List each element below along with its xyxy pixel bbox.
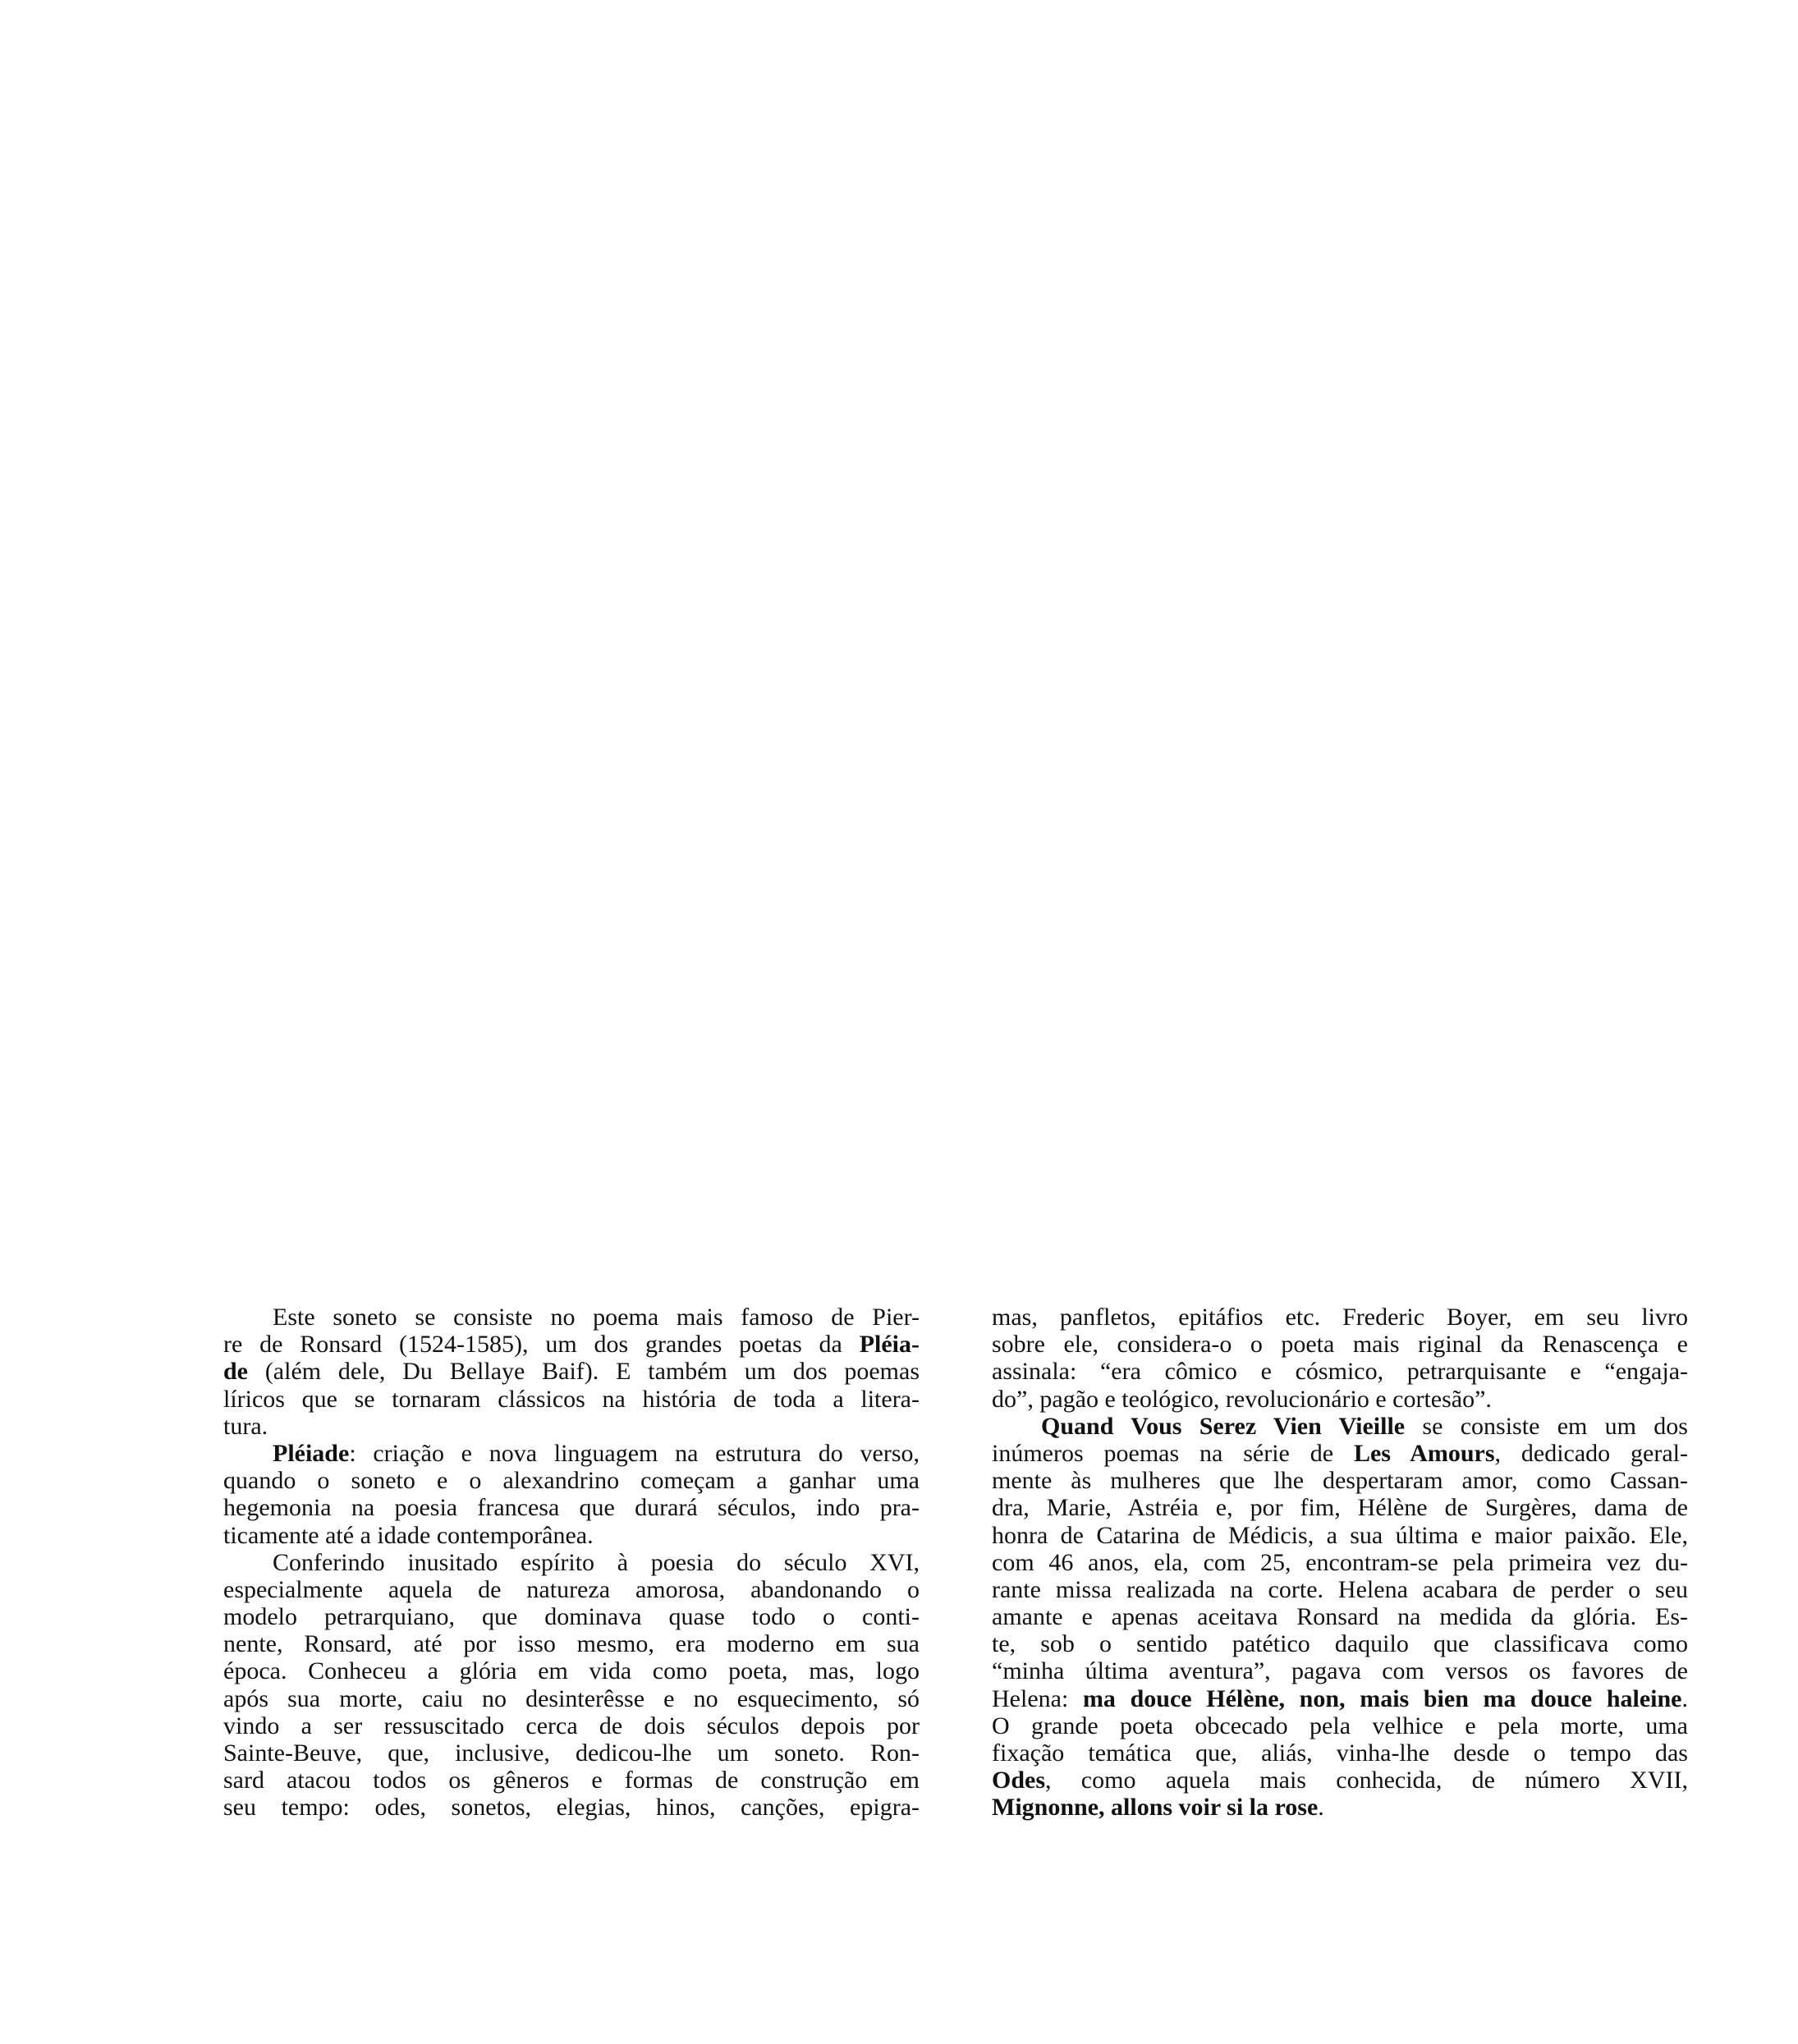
text-line: honra de Catarina de Médicis, a sua última e maior paixão. Ele, <box>992 1521 1688 1549</box>
text-line: Este soneto se consiste no poema mais famoso de Pier- <box>273 1304 920 1331</box>
pleiade-term: Pléia- <box>859 1331 920 1359</box>
text-line: líricos que se tornaram clássicos na história de toda a litera- <box>223 1385 920 1413</box>
text-line: Quand Vous Serez Vien Vieille se consiste em um dos <box>1041 1412 1688 1440</box>
text-line: re de Ronsard (1524-1585), um dos grandes poetas da Pléia- <box>223 1331 920 1359</box>
text-line: dra, Marie, Astréia e, por fim, Hélène de Surgères, dama de <box>992 1494 1688 1522</box>
text-line: nente, Ronsard, até por isso mesmo, era moderno em sua <box>223 1630 920 1658</box>
text-line: inúmeros poemas na série de Les Amours, dedicado geral- <box>992 1439 1688 1467</box>
series-title: Les Amours <box>1353 1439 1495 1467</box>
text-line: assinala: “era cômico e cósmico, petrarquisante e “engaja- <box>992 1358 1688 1386</box>
text-line: quando o soneto e o alexandrino começam a ganhar uma <box>223 1467 920 1495</box>
text-line: amante e apenas aceitava Ronsard na medida da glória. Es- <box>992 1603 1688 1631</box>
text-line: hegemonia na poesia francesa que durará séculos, indo pra- <box>223 1494 920 1522</box>
pleiade-term: Pléiade <box>273 1439 350 1467</box>
text-line: época. Conheceu a glória em vida como poeta, mas, logo <box>223 1657 920 1685</box>
text-line: sard atacou todos os gêneros e formas de construção em <box>223 1767 920 1794</box>
text-line: Pléiade: criação e nova linguagem na estrutura do verso, <box>273 1439 920 1467</box>
text-line: com 46 anos, ela, com 25, encontram-se pela primeira vez du- <box>992 1548 1688 1576</box>
text-line: mente às mulheres que lhe despertaram amor, como Cassan- <box>992 1467 1688 1495</box>
right-column <box>992 1304 1688 1822</box>
text-line: rante missa realizada na corte. Helena acabara de perder o seu <box>992 1575 1688 1603</box>
text-line: tura. <box>223 1412 268 1440</box>
text-line: “minha última aventura”, pagava com versos os favores de <box>992 1657 1688 1685</box>
text-line: modelo petrarquiano, que dominava quase todo o conti- <box>223 1603 920 1631</box>
poem-title: Quand Vous Serez Vien Vieille <box>1041 1412 1406 1440</box>
text-line: Conferindo inusitado espírito à poesia do século XVI, <box>273 1548 920 1576</box>
quoted-verse: ma douce Hélène, non, mais bien ma douce haleine <box>1082 1684 1682 1712</box>
text-line: Mignonne, allons voir si la rose. <box>992 1794 1324 1822</box>
pleiade-term: de <box>223 1358 248 1386</box>
text-line: O grande poeta obcecado pela velhice e pela morte, uma <box>992 1712 1688 1739</box>
ode-title: Mignonne, allons voir si la rose <box>992 1794 1319 1822</box>
text-line: do”, pagão e teológico, revolucionário e cortesão”. <box>992 1385 1492 1413</box>
left-column <box>223 1304 920 1822</box>
text-line: te, sob o sentido patético daquilo que classificava como <box>992 1630 1688 1658</box>
text-line: seu tempo: odes, sonetos, elegias, hinos, canções, epigra- <box>223 1794 920 1822</box>
text-line: Odes, como aquela mais conhecida, de número XVII, <box>992 1767 1688 1794</box>
text-line: especialmente aquela de natureza amorosa, abandonando o <box>223 1575 920 1603</box>
text-line: Sainte-Beuve, que, inclusive, dedicou-lhe um soneto. Ron- <box>223 1739 920 1767</box>
text-line: ticamente até a idade contemporânea. <box>223 1521 594 1549</box>
text-line: sobre ele, considera-o o poeta mais riginal da Renascença e <box>992 1331 1688 1359</box>
odes-title: Odes <box>992 1767 1046 1794</box>
text-line: vindo a ser ressuscitado cerca de dois séculos depois por <box>223 1712 920 1739</box>
text-line: fixação temática que, aliás, vinha-lhe desde o tempo das <box>992 1739 1688 1767</box>
text-line: de (além dele, Du Bellaye Baif). E também um dos poemas <box>223 1358 920 1386</box>
text-line: após sua morte, caiu no desinterêsse e no esquecimento, só <box>223 1684 920 1712</box>
text-line: Helena: ma douce Hélène, non, mais bien ma douce haleine. <box>992 1684 1688 1712</box>
text-line: mas, panfletos, epitáfios etc. Frederic Boyer, em seu livro <box>992 1304 1688 1331</box>
